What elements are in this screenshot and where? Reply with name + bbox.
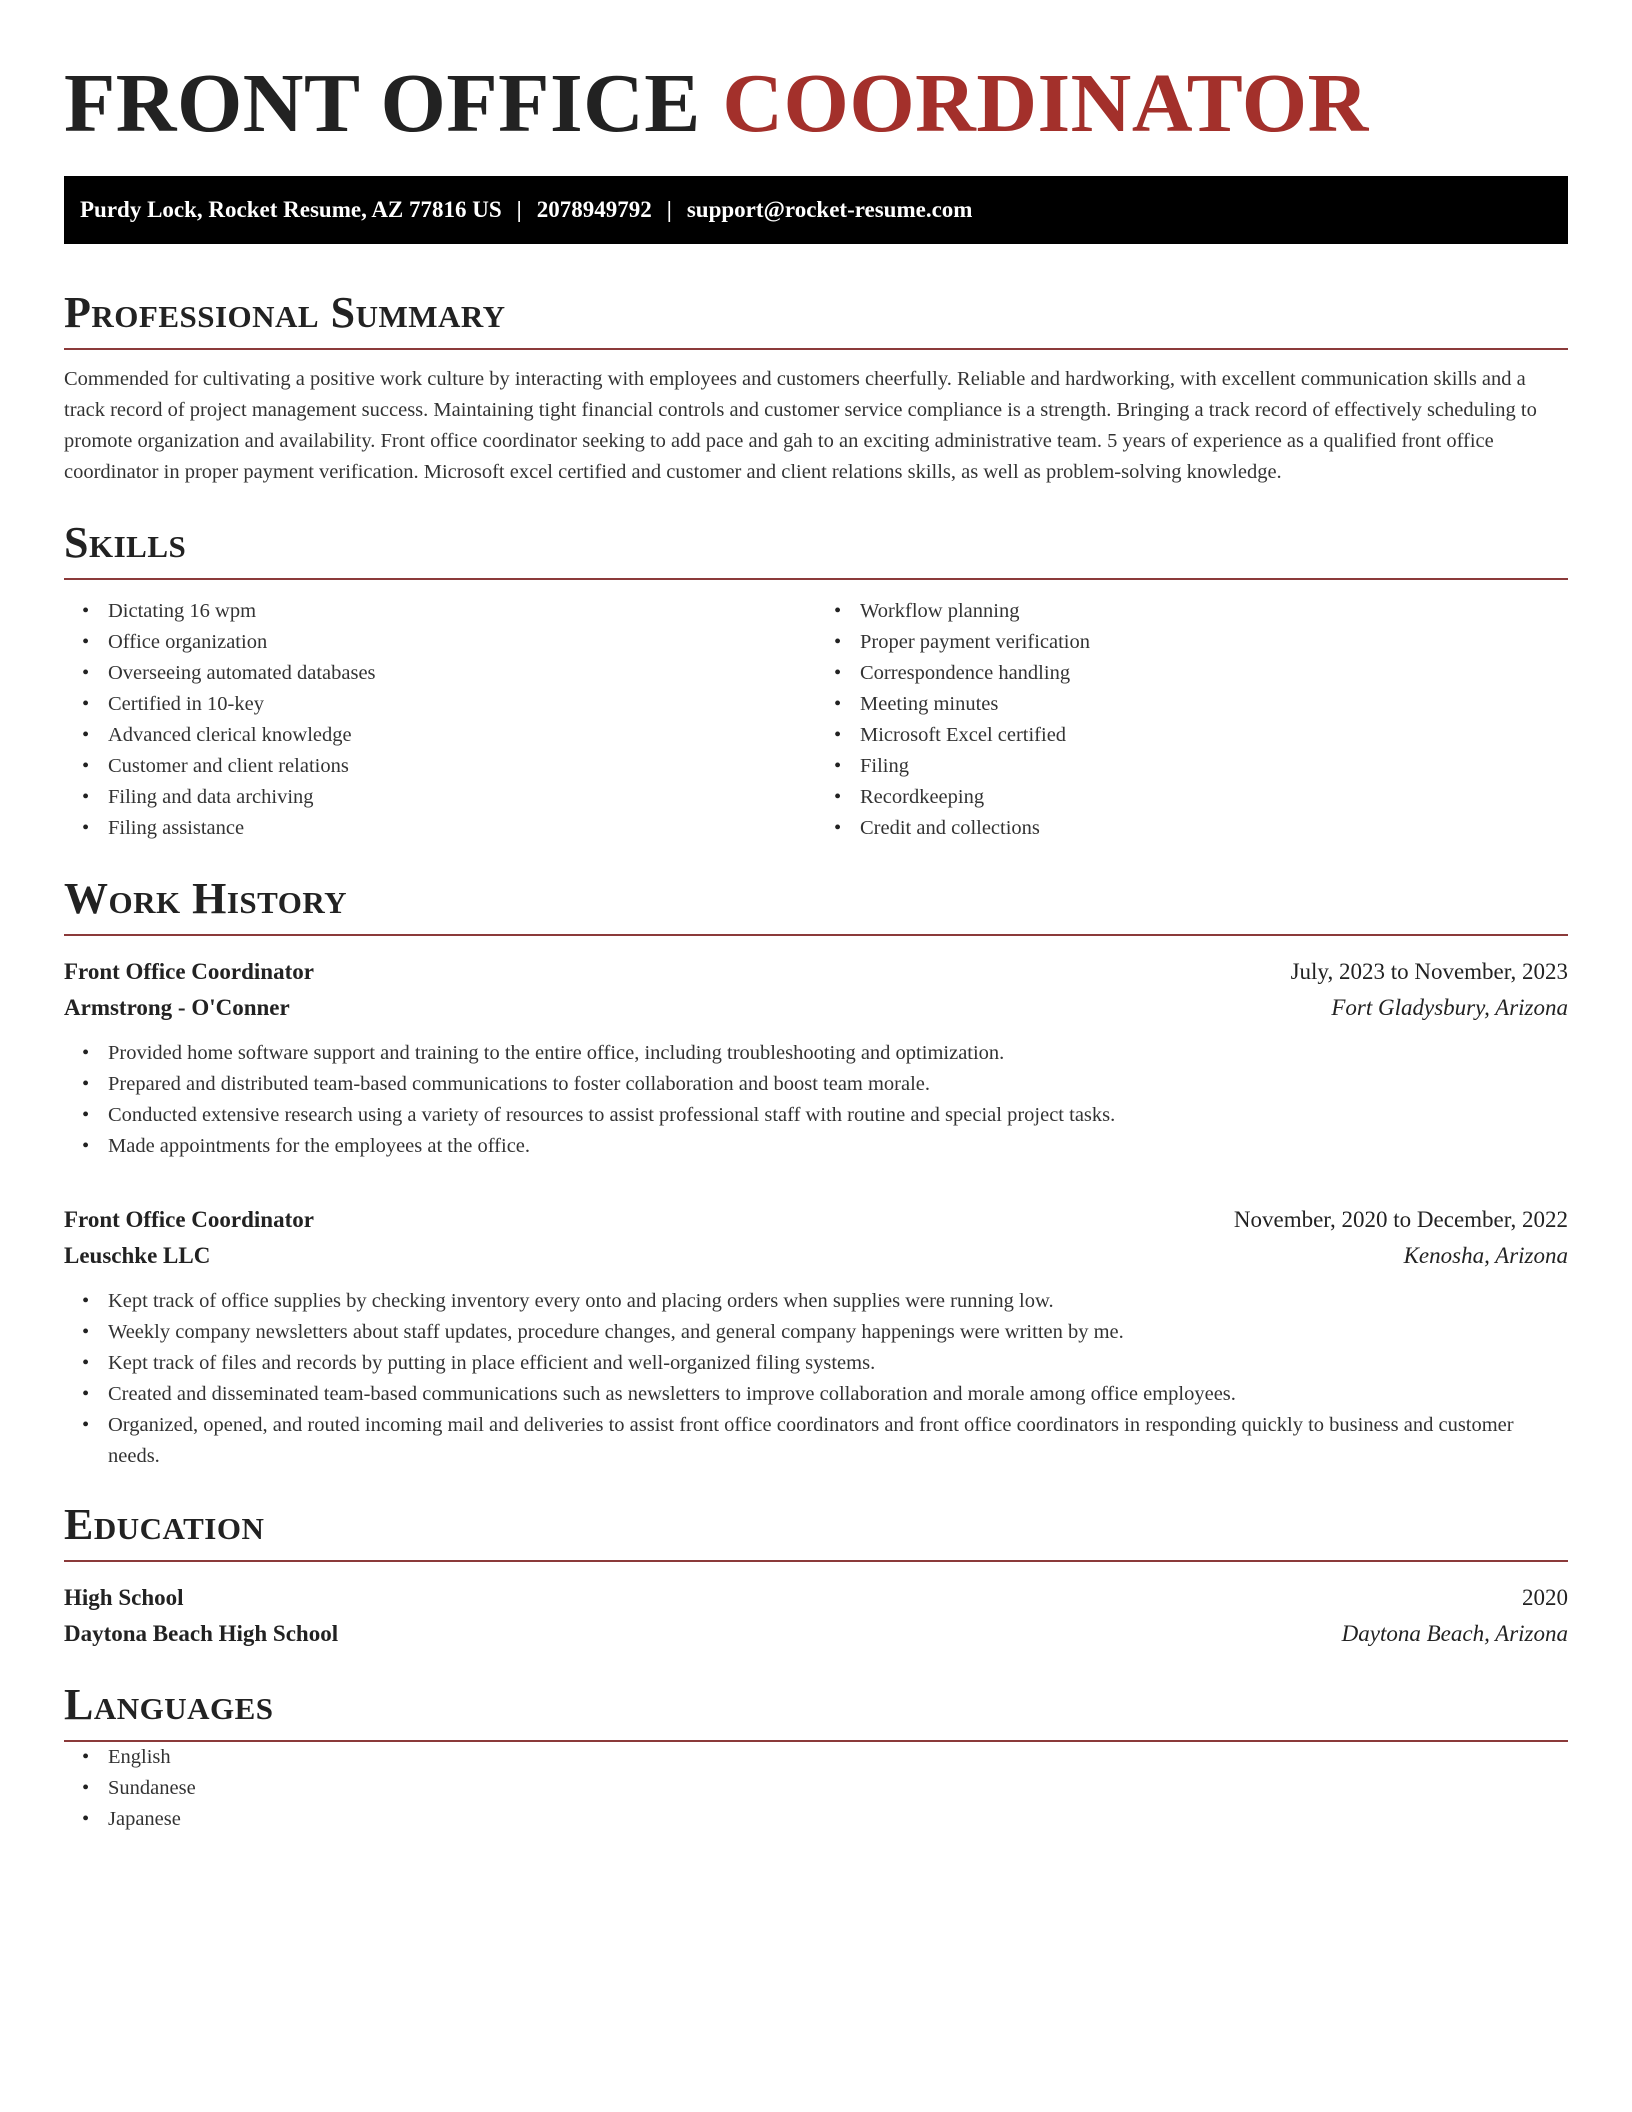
skill-item: • Office organization xyxy=(108,627,816,658)
job-duties-list xyxy=(64,1286,1568,1472)
education-school: Daytona Beach High School xyxy=(64,1621,339,1646)
job-company: Armstrong - O'Conner xyxy=(64,995,290,1020)
job-company-row xyxy=(64,1238,1568,1274)
skill-item: • Overseeing automated databases xyxy=(108,658,816,689)
skill-item: • Credit and collections xyxy=(860,813,1568,844)
skill-item: • Customer and client relations xyxy=(108,751,816,782)
language-item: • English xyxy=(108,1742,1568,1773)
education-section xyxy=(64,1500,1568,1652)
language-item: • Japanese xyxy=(108,1804,1568,1835)
summary-section xyxy=(64,288,1568,488)
skill-item: • Filing assistance xyxy=(108,813,816,844)
skills-heading: Skills xyxy=(64,518,187,567)
title-part-2: COORDINATOR xyxy=(722,57,1369,150)
languages-list xyxy=(64,1742,1568,1835)
job-header-row xyxy=(64,1202,1568,1238)
skills-section xyxy=(64,518,1568,844)
work-history-heading: Work History xyxy=(64,874,348,923)
skill-item: • Recordkeeping xyxy=(860,782,1568,813)
skills-list-right xyxy=(816,596,1568,844)
education-degree-row xyxy=(64,1580,1568,1616)
work-history-section xyxy=(64,874,1568,1472)
languages-heading: Languages xyxy=(64,1680,274,1729)
job-duty: • Weekly company newsletters about staff updates, procedure changes, and general company happenings were written by me. xyxy=(108,1317,1568,1348)
job-header-row xyxy=(64,954,1568,990)
contact-address: Purdy Lock, Rocket Resume, AZ 77816 US xyxy=(80,197,502,222)
skill-item: • Filing xyxy=(860,751,1568,782)
job-duty: • Provided home software support and training to the entire office, including troubleshooting and optimization. xyxy=(108,1038,1568,1069)
contact-separator: | xyxy=(666,197,672,222)
education-degree: High School xyxy=(64,1585,184,1610)
skill-item: • Advanced clerical knowledge xyxy=(108,720,816,751)
contact-separator: | xyxy=(516,197,522,222)
education-heading: Education xyxy=(64,1500,265,1549)
job-duty: • Kept track of office supplies by checking inventory every onto and placing orders when supplies were running low. xyxy=(108,1286,1568,1317)
section-divider xyxy=(64,934,1568,936)
job-duty: • Organized, opened, and routed incoming mail and deliveries to assist front office coordinators and front office coordinators in responding quickly to business and customer needs. xyxy=(108,1410,1568,1472)
job-location: Kenosha, Arizona xyxy=(1403,1243,1568,1268)
skill-item: • Microsoft Excel certified xyxy=(860,720,1568,751)
skill-item: • Workflow planning xyxy=(860,596,1568,627)
job-duties-list xyxy=(64,1038,1568,1162)
job-entry xyxy=(64,1202,1568,1472)
job-dates: November, 2020 to December, 2022 xyxy=(1233,1207,1568,1232)
skill-item: • Filing and data archiving xyxy=(108,782,816,813)
job-duty: • Prepared and distributed team-based communications to foster collaboration and boost team morale. xyxy=(108,1069,1568,1100)
skill-item: • Proper payment verification xyxy=(860,627,1568,658)
job-company: Leuschke LLC xyxy=(64,1243,211,1268)
contact-bar xyxy=(64,176,1568,244)
summary-heading: Professional Summary xyxy=(64,288,506,337)
job-dates: July, 2023 to November, 2023 xyxy=(1290,959,1568,984)
skills-column-left xyxy=(64,596,816,844)
job-entry xyxy=(64,954,1568,1162)
skill-item: • Correspondence handling xyxy=(860,658,1568,689)
education-entry xyxy=(64,1580,1568,1652)
contact-email[interactable]: support@rocket-resume.com xyxy=(686,197,973,222)
job-company-row xyxy=(64,990,1568,1026)
job-duty: • Made appointments for the employees at the office. xyxy=(108,1131,1568,1162)
job-duty: • Conducted extensive research using a variety of resources to assist professional staff with routine and special project tasks. xyxy=(108,1100,1568,1131)
skills-column-right xyxy=(816,596,1568,844)
job-location: Fort Gladysbury, Arizona xyxy=(1331,995,1568,1020)
summary-text: Commended for cultivating a positive work culture by interacting with employees and customers cheerfully. Reliable and hardworking, with excellent communication skills and a track record of project management success. Maintaining tight financial controls and customer service compliance is a strength. Bringing a track record of effectively scheduling to promote organization and availability. Front office coordinator seeking to add pace and gah to an exciting administrative team. 5 years of experience as a qualified front office coordinator in proper payment verification. Microsoft excel certified and customer and client relations skills, as well as problem-solving knowledge. xyxy=(64,368,1537,483)
title-part-1: FRONT OFFICE xyxy=(64,57,701,150)
skills-list-left xyxy=(64,596,816,844)
section-divider xyxy=(64,348,1568,350)
job-duty: • Created and disseminated team-based communications such as newsletters to improve collaboration and morale among office employees. xyxy=(108,1379,1568,1410)
skills-columns xyxy=(64,596,1568,844)
section-divider xyxy=(64,578,1568,580)
education-location: Daytona Beach, Arizona xyxy=(1341,1621,1568,1646)
education-year: 2020 xyxy=(1522,1585,1568,1610)
education-school-row xyxy=(64,1616,1568,1652)
job-title: Front Office Coordinator xyxy=(64,1207,314,1232)
languages-section xyxy=(64,1680,1568,1835)
job-duty: • Kept track of files and records by putting in place efficient and well-organized filing systems. xyxy=(108,1348,1568,1379)
contact-phone[interactable]: 2078949792 xyxy=(536,197,652,222)
language-item: • Sundanese xyxy=(108,1773,1568,1804)
skill-item: • Dictating 16 wpm xyxy=(108,596,816,627)
job-title: Front Office Coordinator xyxy=(64,959,314,984)
skill-item: • Certified in 10-key xyxy=(108,689,816,720)
skill-item: • Meeting minutes xyxy=(860,689,1568,720)
section-divider xyxy=(64,1560,1568,1562)
resume-title xyxy=(64,0,1568,150)
